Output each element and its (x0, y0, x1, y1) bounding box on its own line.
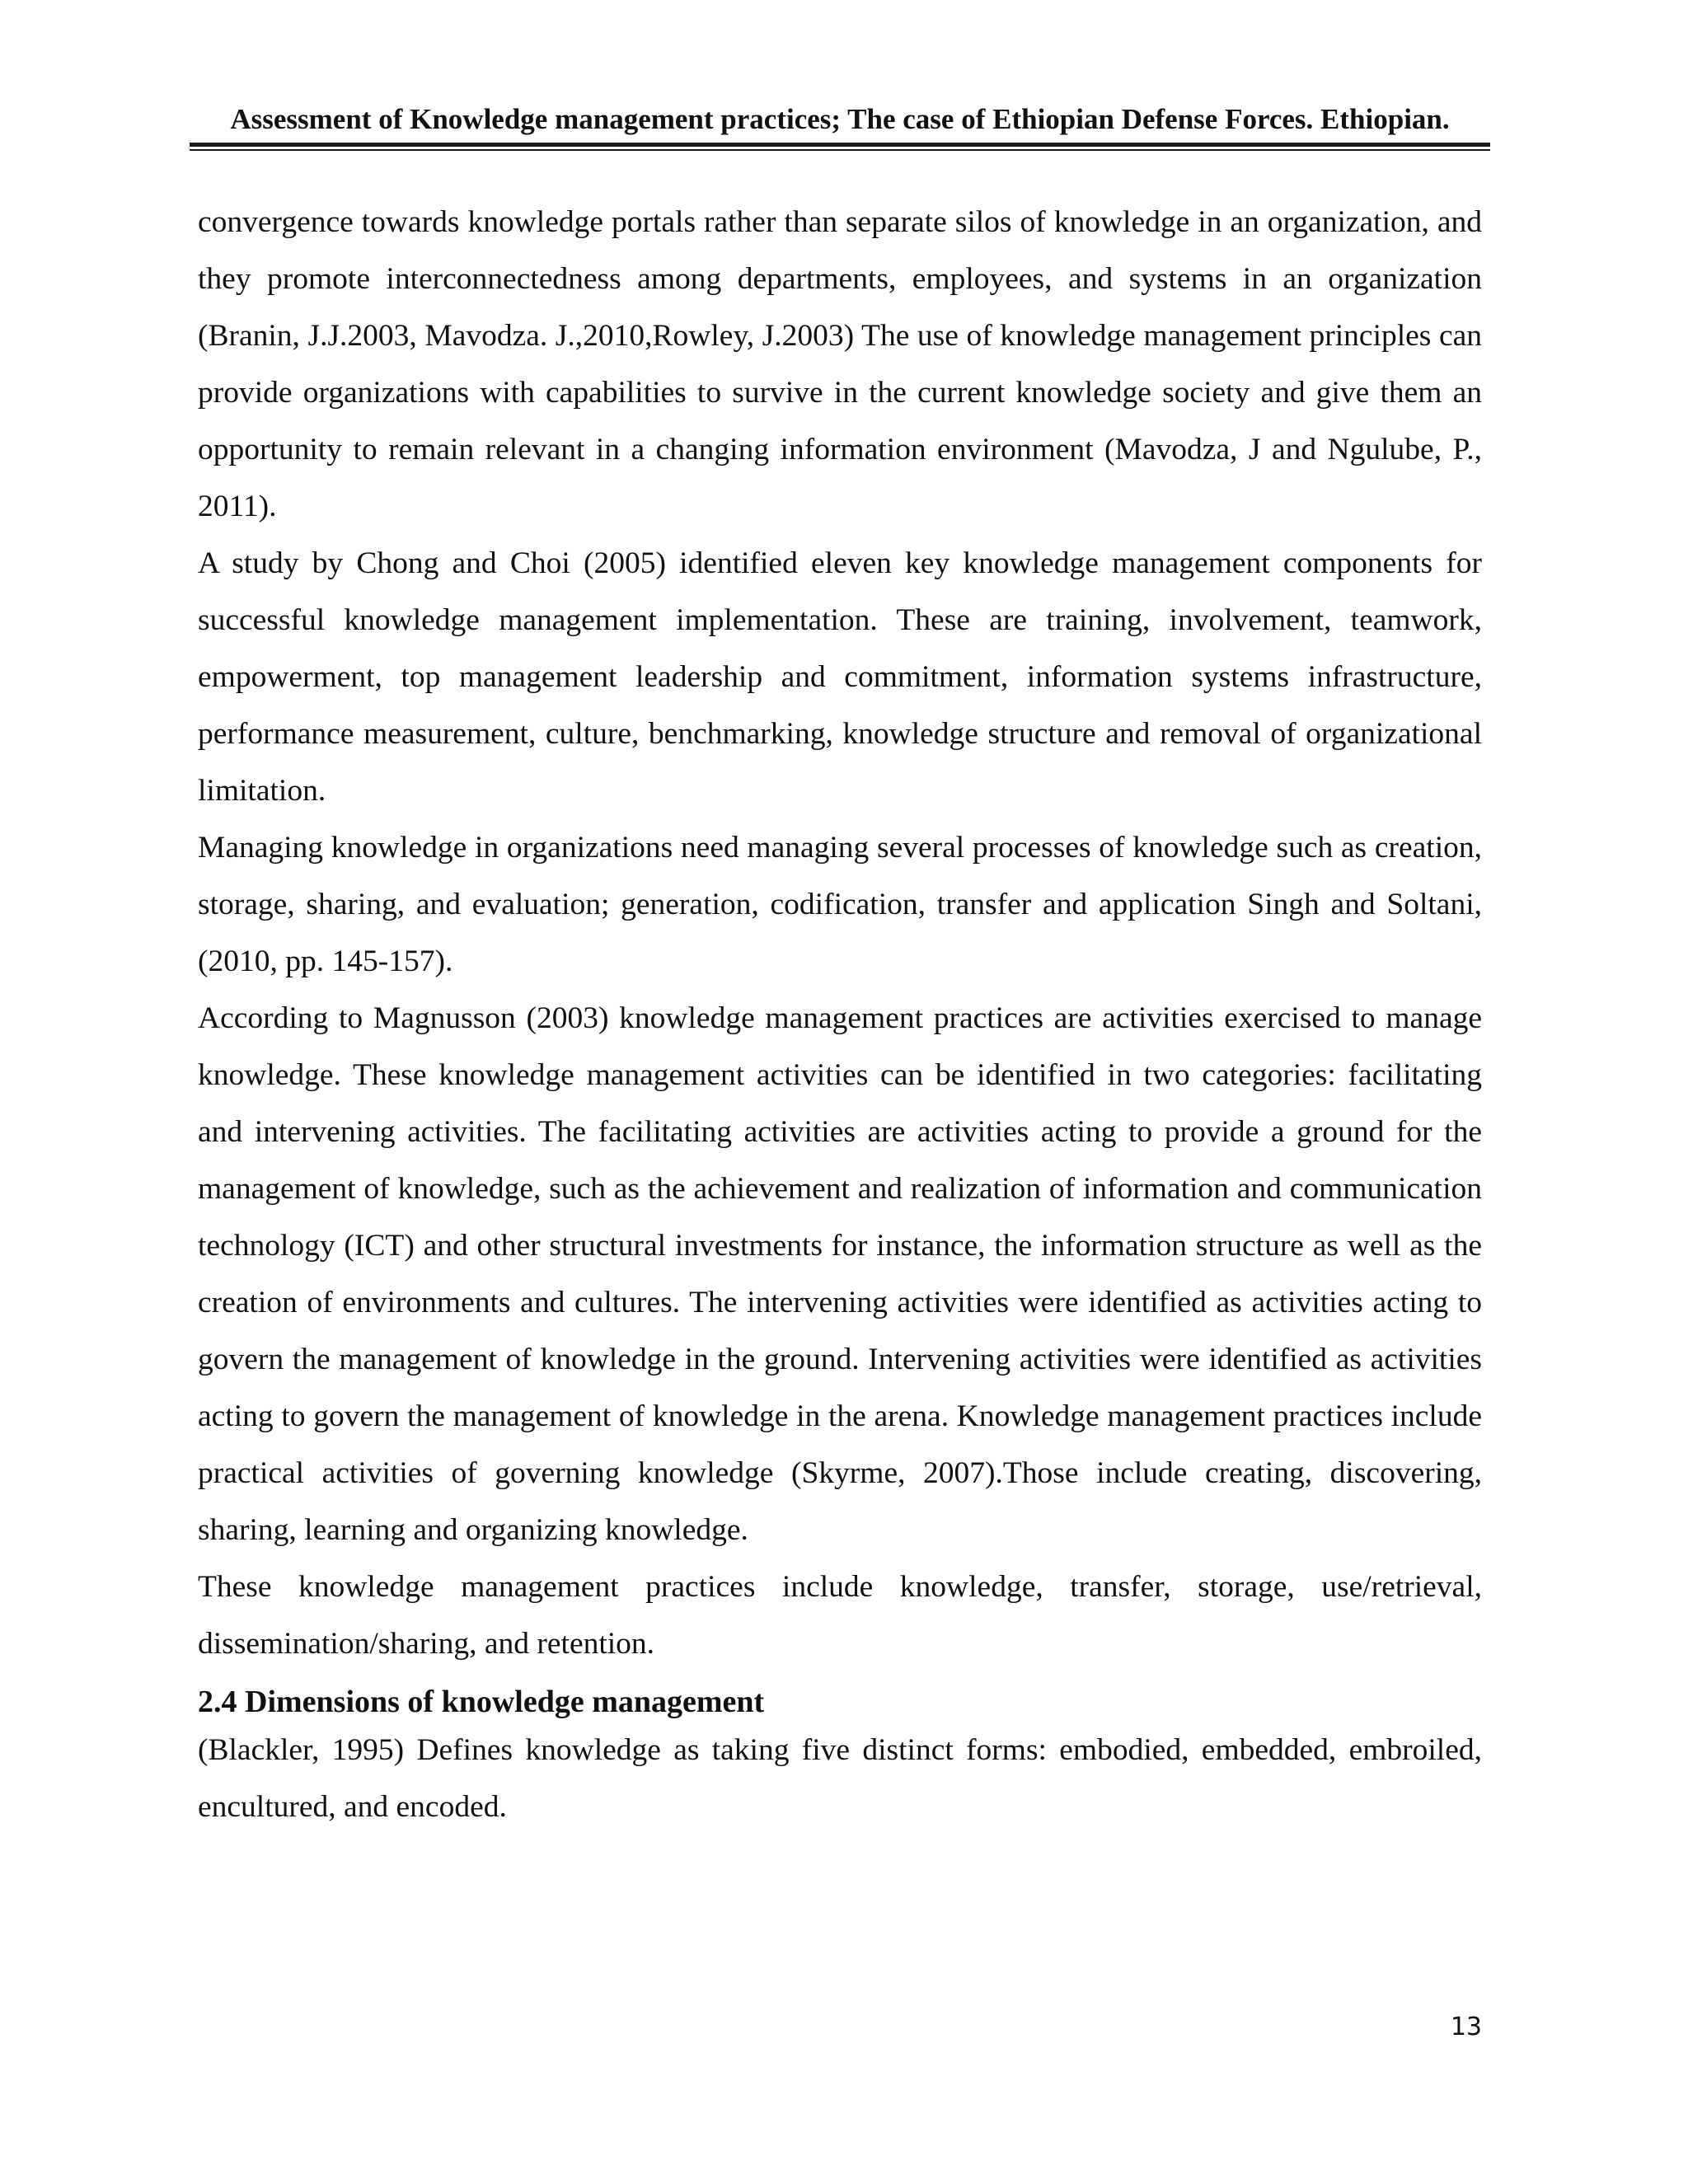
body-text (198, 194, 1482, 1835)
paragraph-blackler: (Blackler, 1995) Defines knowledge as taking five distinct forms: embodied, embedded, embroiled, encultured, and encoded. (198, 1733, 1482, 1824)
section-heading: 2.4 Dimensions of knowledge management (198, 1685, 765, 1719)
paragraph-magnusson: According to Magnusson (2003) knowledge management practices are activities exercised to manage knowledge. These knowledge management activities can be identified in two categories: facilitating and intervening activities. The facilitating activities are activities acting to provide a ground for the management of knowledge, such as the achievement and realization of information and communication technology (ICT) and other structural investments for instance, the information structure as well as the creation of environments and cultures. The intervening activities were identified as activities acting to govern the management of knowledge in the ground. Intervening activities were identified as activities acting to govern the management of knowledge in the arena. Knowledge management practices include practical activities of governing knowledge (Skyrme, 2007).Those include creating, discovering, sharing, learning and organizing knowledge. (198, 1001, 1482, 1547)
paragraph-chong-choi: A study by Chong and Choi (2005) identified eleven key knowledge management components for successful knowledge management implementation. These are training, involvement, teamwork, empowerment, top management leadership and commitment, information systems infrastructure, performance measurement, culture, benchmarking, knowledge structure and removal of organizational limitation. (198, 546, 1482, 808)
paragraph-knowledge-portals: convergence towards knowledge portals rather than separate silos of knowledge in an organization, and they promote interconnectedness among departments, employees, and systems in an organization (Branin, J.J.2003, Mavodza. J.,2010,Rowley, J.2003) The use of knowledge management principles can provide organizations with capabilities to survive in the current knowledge society and give them an opportunity to remain relevant in a changing information environment (Mavodza, J and Ngulube, P., 2011). (198, 205, 1482, 523)
paragraph-managing-knowledge: Managing knowledge in organizations need managing several processes of knowledge such as creation, storage, sharing, and evaluation; generation, codification, transfer and application Singh and Soltani, (2010, pp. 145-157). (198, 831, 1482, 978)
running-header: Assessment of Knowledge management practices; The case of Ethiopian Defense Forces. Ethiopian. (230, 103, 1450, 135)
paragraph-km-practices: These knowledge management practices include knowledge, transfer, storage, use/retrieval, dissemination/sharing, and retention. (198, 1570, 1482, 1661)
header-rule-thin (190, 149, 1490, 151)
header-rule-thick (190, 143, 1490, 147)
page-number: 13 (1450, 2013, 1482, 2041)
